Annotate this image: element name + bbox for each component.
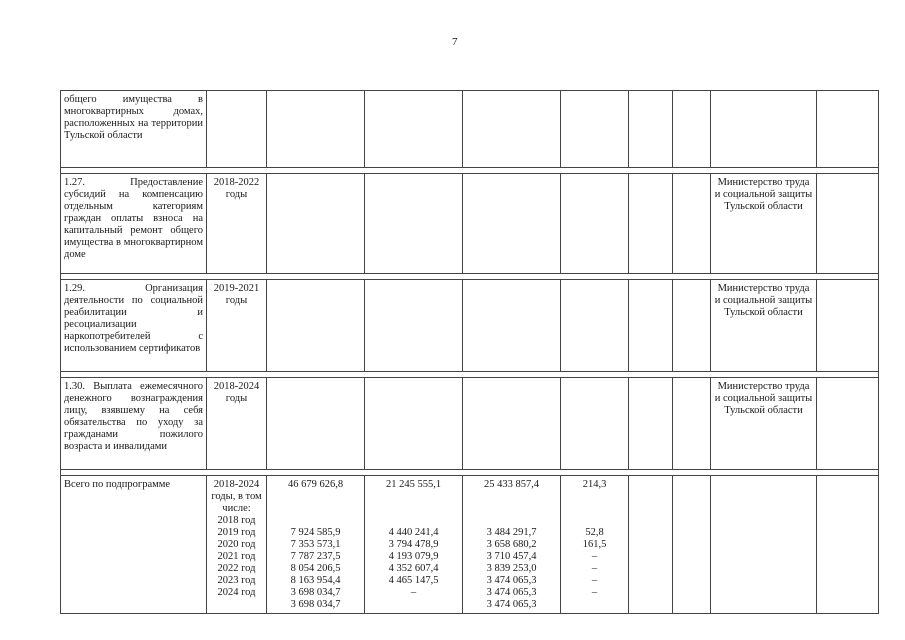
col2-value: 4 352 607,4 — [388, 563, 439, 574]
col2-value: – — [410, 587, 417, 598]
col2-value: 4 440 241,4 — [388, 527, 439, 538]
total-period-header: 2018-2024 годы, в том числе: — [211, 479, 262, 514]
col1-value: 7 353 573,1 — [290, 539, 341, 550]
row-responsible: Министерство труда и социальной защиты Тульской области — [711, 174, 817, 274]
col1-value: 7 787 237,5 — [290, 551, 341, 562]
row-responsible: Министерство труда и социальной защиты Тульской области — [711, 280, 817, 372]
col1-value: 7 924 585,9 — [290, 527, 341, 538]
col4-total: 214,3 — [582, 479, 607, 490]
budget-table — [60, 90, 879, 614]
col3-value: 3 474 065,3 — [486, 599, 537, 610]
col3-value: 3 484 291,7 — [486, 527, 537, 538]
total-row — [61, 476, 879, 614]
row-period: 2019-2021 годы — [207, 280, 267, 372]
row-name: 1.30. Выплата ежемесячного денежного вознаграждения лицу, взявшему на себя обязательства по уходу за гражданами пожилого возраста и инвалидами — [61, 378, 207, 470]
col2-value: 4 465 147,5 — [388, 575, 439, 586]
row-period: 2018-2022 годы — [207, 174, 267, 274]
col3-value: 3 658 680,2 — [486, 539, 537, 550]
col4-value: – — [591, 587, 598, 598]
row-responsible: Министерство труда и социальной защиты Тульской области — [711, 378, 817, 470]
table-row — [61, 174, 879, 274]
year-label: 2018 год — [217, 515, 256, 526]
col4-value: – — [591, 563, 598, 574]
total-col4 — [561, 476, 629, 614]
col2-total: 21 245 555,1 — [385, 479, 442, 490]
col4-value: – — [591, 551, 598, 562]
year-label: 2021 год — [217, 551, 256, 562]
row-period — [207, 91, 267, 168]
col3-value: 3 839 253,0 — [486, 563, 537, 574]
page-number: 7 — [452, 36, 458, 48]
total-periods — [207, 476, 267, 614]
col4-value: – — [591, 575, 598, 586]
col4-value: 161,5 — [582, 539, 607, 550]
row-name: общего имущества в многоквартирных домах, расположенных на территории Тульской области — [61, 91, 207, 168]
row-responsible — [711, 91, 817, 168]
total-name: Всего по подпрограмме — [61, 476, 207, 614]
row-name: 1.27. Предоставление субсидий на компенсацию отдельным категориям граждан оплаты взноса на капитальный ремонт общего имущества в многоквартирном доме — [61, 174, 207, 274]
row-period: 2018-2024 годы — [207, 378, 267, 470]
total-col1 — [267, 476, 365, 614]
year-label: 2024 год — [217, 587, 256, 598]
total-col3 — [463, 476, 561, 614]
col3-value: 3 474 065,3 — [486, 587, 537, 598]
col1-value: 8 054 206,5 — [290, 563, 341, 574]
col4-value — [564, 599, 625, 611]
table-row — [61, 378, 879, 470]
col2-value: 4 193 079,9 — [388, 551, 439, 562]
col1-value: 3 698 034,7 — [290, 599, 341, 610]
col2-value — [368, 599, 459, 611]
col3-value: 3 710 457,4 — [486, 551, 537, 562]
col1-value: 3 698 034,7 — [290, 587, 341, 598]
table-row — [61, 91, 879, 168]
col3-value: 3 474 065,3 — [486, 575, 537, 586]
row-name: 1.29. Организация деятельности по социальной реабилитации и ресоциализации наркопотребителей с использованием сертификатов — [61, 280, 207, 372]
col4-value: 52,8 — [585, 527, 604, 538]
col3-total: 25 433 857,4 — [483, 479, 540, 490]
year-label: 2019 год — [217, 527, 256, 538]
year-label: 2023 год — [217, 575, 256, 586]
table-row — [61, 280, 879, 372]
total-col2 — [365, 476, 463, 614]
year-label: 2020 год — [217, 539, 256, 550]
year-label: 2022 год — [217, 563, 256, 574]
col2-value: 3 794 478,9 — [388, 539, 439, 550]
col1-value: 8 163 954,4 — [290, 575, 341, 586]
col1-total: 46 679 626,8 — [287, 479, 344, 490]
